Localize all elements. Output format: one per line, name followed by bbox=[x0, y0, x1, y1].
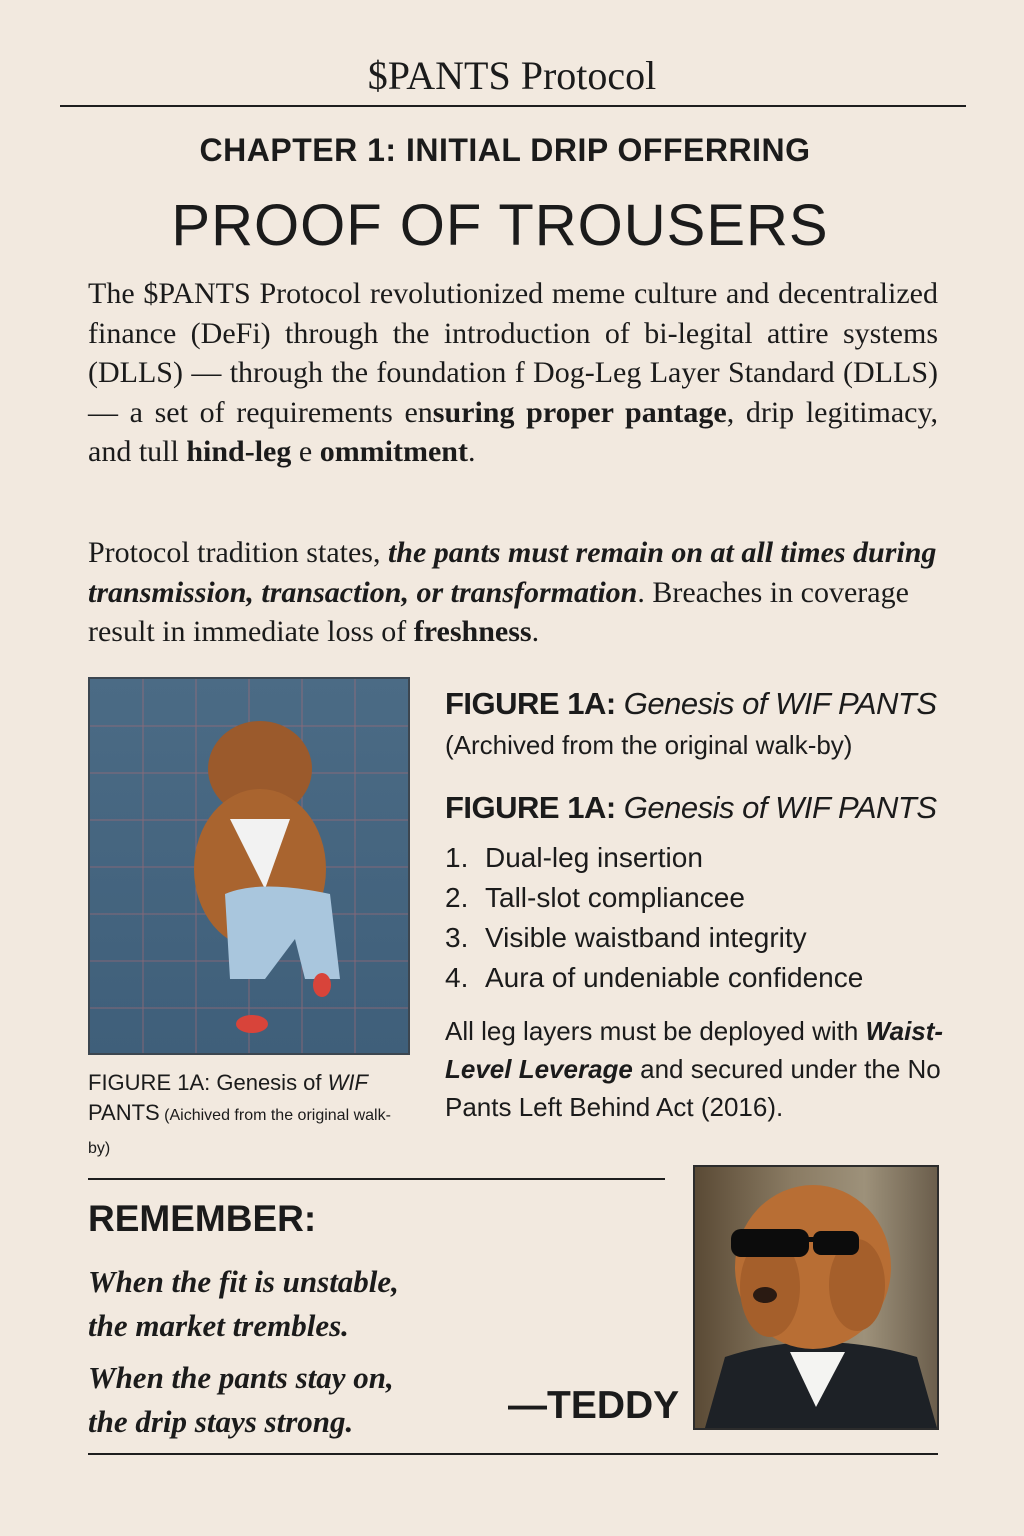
portrait-image bbox=[693, 1165, 939, 1430]
headline: PROOF OF TROUSERS bbox=[171, 193, 829, 258]
figure-caption bbox=[88, 1068, 408, 1164]
intro-bold-pantage: suring proper pantage bbox=[432, 395, 727, 429]
tradition-freshness: freshness bbox=[413, 615, 532, 648]
figure-title-label: FIGURE 1A: bbox=[445, 686, 624, 721]
footer-divider bbox=[88, 1453, 938, 1455]
intro-text: , drip legitimacy, and tull bbox=[88, 395, 938, 468]
verse-line: When the fit is unstable, bbox=[88, 1264, 399, 1299]
verse-line: the market trembles. bbox=[88, 1308, 349, 1343]
list-item-text: Visible waistband integrity bbox=[485, 922, 807, 953]
requirements-list bbox=[445, 838, 863, 998]
list-item-number: 4. bbox=[445, 962, 469, 993]
figure-title-repeat bbox=[445, 790, 937, 826]
caption-prefix: FIGURE 1A: bbox=[88, 1070, 217, 1095]
closing-note-lead: All leg layers must be deployed with bbox=[445, 1016, 866, 1046]
poodle-in-pants-illustration bbox=[90, 679, 408, 1053]
figure-title-2-label: FIGURE 1A: bbox=[445, 790, 624, 825]
signature: —TEDDY bbox=[508, 1384, 680, 1427]
list-item bbox=[445, 838, 863, 878]
closing-note-bold: Waist-Level Leverage bbox=[445, 1016, 944, 1084]
verse-stanza-2 bbox=[88, 1356, 508, 1444]
caption-tail: PANTS bbox=[88, 1100, 160, 1125]
intro-bold-hindleg: hind-leg bbox=[186, 435, 292, 468]
tradition-paragraph bbox=[88, 533, 938, 652]
list-item-number: 1. bbox=[445, 842, 469, 873]
figure-image bbox=[88, 677, 410, 1055]
chapter-label: CHAPTER 1: INITIAL DRIP OFFERRING bbox=[199, 132, 811, 168]
intro-text: e bbox=[291, 435, 320, 468]
tradition-emphasis: the pants must remain on at all times during transmission, transaction, or transformation bbox=[88, 536, 937, 609]
intro-bold-commitment: ommitment bbox=[319, 435, 468, 468]
intro-text: The $PANTS Protocol revolutionized meme culture and decentralized finance (DeFi) through the introduction of bi-legital attire systems (DLLS) — through the foundation f Dog-Leg Layer Standard (DLLS) — a set of requirements en bbox=[88, 277, 938, 429]
remember-title: REMEMBER: bbox=[88, 1198, 317, 1239]
caption-italic: WIF bbox=[327, 1070, 368, 1095]
figure-title-italic: Genesis of WIF PANTS bbox=[623, 686, 937, 721]
list-item-number: 2. bbox=[445, 882, 469, 913]
list-item-text: Dual-leg insertion bbox=[485, 842, 703, 873]
figure-subtitle: (Archived from the original walk-by) bbox=[445, 730, 853, 760]
verse-line: When the pants stay on, bbox=[88, 1360, 394, 1395]
caption-archive-note: (Aichived from the original walk-by) bbox=[88, 1107, 391, 1157]
figure-title-2-italic: Genesis of WIF PANTS bbox=[623, 790, 937, 825]
list-item-text: Tall-slot compliancee bbox=[485, 882, 745, 913]
site-title: $PANTS Protocol bbox=[367, 53, 657, 98]
list-item bbox=[445, 918, 863, 958]
tradition-after: . Breaches in coverage result in immediate loss of bbox=[88, 575, 909, 648]
dog-in-suit-illustration bbox=[695, 1167, 937, 1428]
verse-stanza-1 bbox=[88, 1260, 508, 1348]
remember-divider bbox=[88, 1178, 665, 1180]
closing-note bbox=[445, 1012, 985, 1126]
list-item-text: Aura of undeniable confidence bbox=[485, 962, 864, 993]
tradition-lead: Protocol tradition states, bbox=[88, 536, 388, 569]
intro-paragraph bbox=[88, 274, 938, 472]
header-divider bbox=[60, 105, 966, 107]
verse-line: the drip stays strong. bbox=[88, 1404, 354, 1439]
figure-title bbox=[445, 686, 937, 722]
closing-note-tail: and secured under the No Pants Left Behind Act (2016). bbox=[445, 1054, 941, 1122]
list-item-number: 3. bbox=[445, 922, 469, 953]
list-item bbox=[445, 958, 863, 998]
tradition-end: . bbox=[531, 615, 540, 648]
intro-text: . bbox=[467, 435, 476, 468]
caption-main: Genesis of bbox=[216, 1070, 328, 1095]
list-item bbox=[445, 878, 863, 918]
